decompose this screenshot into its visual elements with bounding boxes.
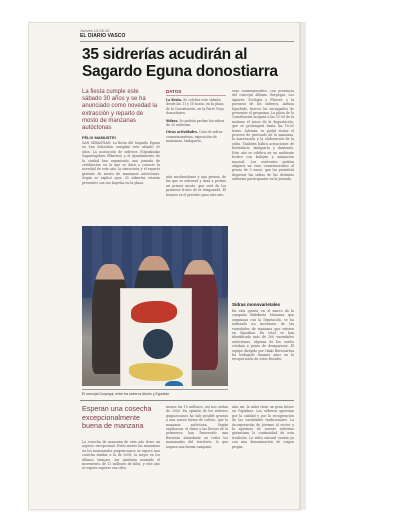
poster-shape-yellow bbox=[129, 363, 183, 381]
article-headline: 35 sidrerías acudirán al Sagardo Eguna donostiarra bbox=[82, 46, 278, 80]
secondary-column-3: Aún así, la sidra tiene un gran futuro en Gipuzkoa. Los sidreros apuestan por la calidad y por la recuperación de las variedades tradicionales. La incorporación de jóvenes al sector y la apertura de nuevas sidrerías garantizan la continuidad de esta tradición. La sidra natural cuenta ya con una denominación de origen propia. bbox=[232, 405, 294, 449]
article-byline: FÉLIX MAMUSTEI bbox=[82, 135, 116, 140]
header-date: Jueves 13.05.10 bbox=[80, 28, 110, 33]
datos-item bbox=[166, 119, 226, 128]
datos-item-label: Sidras. bbox=[166, 118, 179, 123]
poster-shape-blue bbox=[165, 381, 183, 386]
datos-item bbox=[166, 98, 226, 116]
body-column-1: SAN SEBASTIÁN. La fiesta del Sagardo Eguna en San Sebastián cumplirá este sábado 30 años. La asociación de sidreros (Gipuzkoako Sagardogileen Elkartea) y el Ayuntamiento de la ciudad han organizado una jornada de celebración en la que se dará a conocer la novedad de este año: la extracción y el reparto gratuito de mosto de manzanas autóctonas. Según se explicó ayer, 35 sidrerías estarán presentes con sus kupelas en la plaza. bbox=[82, 141, 160, 185]
header-rule bbox=[80, 41, 294, 42]
secondary-column-1: La cosecha de manzana de este año tiene un aspecto excepcional. Estos meses las manzanas en los manzanales guipuzcoanos se espera una cosecha similar a la de 2008, la mejor en los últimos tiempos. Así quedaría asumido el incremento de 11 millones de kilos, y este año se espera superar esa cifra. bbox=[82, 440, 160, 471]
body-column-3: vaso conmemorativo, con presencia del concejal Alfonso Gurpegui. Los Aguirre, Ecología y Fluoret, y la portavoz de los sidreros, Antxon Egurbide, fueron los encargados de presentar el programa. La plaza de la Constitución acogerá a las 11.00 de la mañana el inicio de la degustación, que se prolongará hasta las 18.00 horas. Además, se podrá visitar el proceso de prensado de la manzana, la maceración y la elaboración de la sidra. También habrá actuaciones de bertsolaris, txalaparta y dantzaris. Este año se celebra en un ambiente festivo con kalejira y animación musical. Los asistentes podrán adquirir un vaso conmemorativo al precio de 5 euros, que les permitirá degustar las sidras de las distintas sidrerías participantes en la jornada. bbox=[232, 89, 294, 182]
secondary-column-2: menos los 10 millones, así nos serían de 2000. En opinión de los sidreros guipuzcoanos ha sido posible gracias a una nueva forma de cultivo, que la manzana autóctona. Según explicaron, el clima y las lluvias de la primavera han favorecido una floración abundante en todos los manzanales del territorio, lo que augura una buena campaña. bbox=[166, 405, 228, 449]
datos-box bbox=[166, 89, 226, 147]
datos-item-text: Cata de sidras conmemorativas, exposición de manzanas, txalaparta. bbox=[166, 130, 223, 144]
article-photo bbox=[82, 226, 228, 386]
subsection-title: Sidras monovarietales bbox=[232, 302, 281, 307]
page-edge-strip bbox=[300, 22, 306, 510]
section-divider bbox=[80, 400, 294, 401]
secondary-headline: Esperan una cosecha excepcionalmente buena de manzana bbox=[82, 404, 152, 430]
datos-item-text: Se podrán probar las sidras de 35 sidrerías. bbox=[166, 118, 225, 128]
page-header bbox=[80, 28, 126, 39]
datos-title: DATOS bbox=[166, 89, 226, 96]
article-lead: La fiesta cumple este sábado 30 años y se ha anunciado como novedad la extracción y reparto de mosto de manzanas autóctonas bbox=[82, 89, 158, 132]
subsection-text: En esta quinta, en el marco de la campaña Bitxikeria Manzana que organizan con la Diputación, se ha realizado un inventario de las variedades de manzana que existen en Gipuzkoa. En total, se han identificado más de 100 variedades autóctonas, algunas de las cuales estaban a punto de desaparecer. El equipo dirigido por Iñaki Bereciartua ha trabajado durante años en la recuperación de estos frutales. bbox=[232, 309, 294, 362]
datos-item-label: La fiesta. bbox=[166, 98, 183, 102]
subsection-column bbox=[232, 302, 294, 394]
photo-caption: El concejal Gurpegui, entre los sidreros Aburto y Egurbide. bbox=[82, 389, 228, 396]
datos-item-text: Se celebra este sábado, desde las 11 y 18 horas, en la plaza de la Constitución, en la Parte Vieja donostiarra. bbox=[166, 98, 224, 116]
datos-item bbox=[166, 130, 226, 143]
body-column-2: nita mecheselante y una prensa, de las que se extraerá y dará a probar un primer mosto, que será de los primeros frutos de la temporada. El horario es el previsto para este año. bbox=[166, 175, 226, 197]
poster-shape-dark bbox=[143, 329, 173, 359]
datos-item-label: Otras actividades. bbox=[166, 130, 199, 135]
header-paper-name: EL DIARIO VASCO bbox=[80, 33, 126, 39]
photo-poster bbox=[120, 288, 192, 386]
poster-shape-red bbox=[131, 301, 177, 323]
